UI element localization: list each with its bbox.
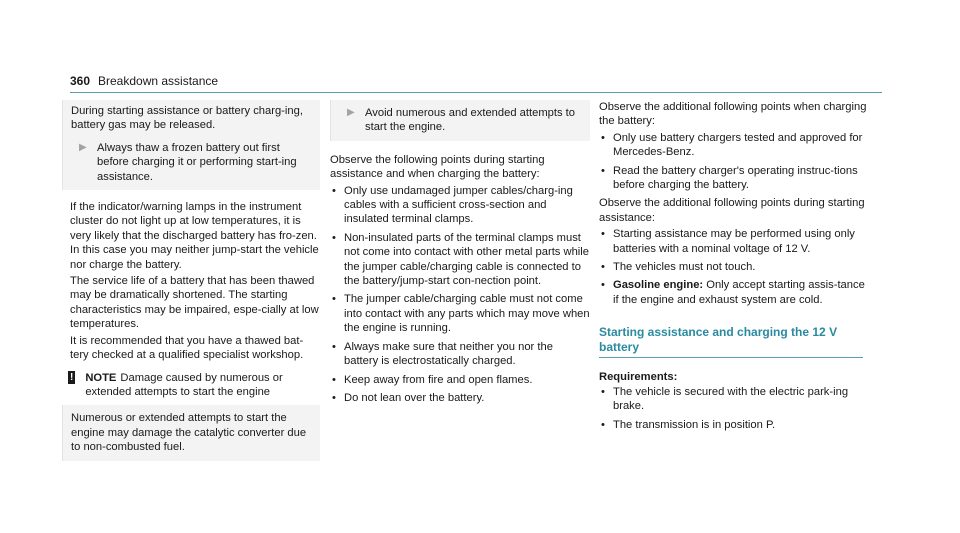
- paragraph: If the indicator/warning lamps in the instrument cluster do not light up at low temperatures, it is very likely that the discharged battery has fro-zen. In this case you may neither jump-start the vehicle nor charge the battery.: [70, 201, 319, 271]
- note-header: [62, 371, 320, 400]
- tip-text: Avoid numerous and extended attempts to start the engine.: [365, 107, 576, 134]
- note-body: Numerous or extended attempts to start the engine may damage the catalytic converter due to non-combusted fuel.: [62, 405, 320, 460]
- requirements-label: Requirements:: [599, 371, 678, 384]
- bullet-list: [599, 227, 869, 307]
- tip-box: [330, 100, 590, 141]
- list-item: • Starting assistance may be performed using only batteries with a nominal voltage of 12 V.: [599, 227, 869, 256]
- list-item: • Non-insulated parts of the terminal clamps must not come into contact with other metal parts while the jumper cable/charging cable is connected to the battery/jump-start con-nection point.: [330, 231, 590, 289]
- paragraph: Observe the additional following points when charging the battery:: [599, 101, 867, 128]
- list-item: • The vehicle is secured with the electric park-ing brake.: [599, 385, 869, 414]
- list-item: • The jumper cable/charging cable must not come into contact with any parts which may move when the engine is running.: [330, 292, 590, 335]
- paragraph: It is recommended that you have a thawed bat-tery checked at a qualified specialist workshop.: [70, 334, 304, 362]
- bullet-list: [599, 385, 869, 432]
- warning-intro: During starting assistance or battery charg-ing, battery gas may be released.: [71, 105, 303, 132]
- list-item: • Read the battery charger's operating instruc-tions before charging the battery.: [599, 164, 869, 193]
- list-item-bold: Gasoline engine:: [613, 279, 704, 292]
- list-item: • The vehicles must not touch.: [599, 260, 869, 274]
- tip-row: [339, 106, 582, 135]
- list-item: • Do not lean over the battery.: [330, 391, 590, 405]
- list-item: • Always make sure that neither you nor the battery is electrostatically charged.: [330, 340, 590, 369]
- section-title: Breakdown assistance: [98, 74, 219, 88]
- column-1: [62, 100, 320, 461]
- list-item-text: Only accept starting assis-tance if the engine and exhaust system are cold.: [613, 279, 865, 306]
- note-text: Damage caused by numerous or extended attempts to start the engine: [85, 371, 283, 398]
- list-item: • Only use battery chargers tested and approved for Mercedes-Benz.: [599, 131, 869, 160]
- section-heading: Starting assistance and charging the 12 V battery: [599, 325, 863, 358]
- bullet-list: [330, 184, 590, 406]
- column-3: [599, 100, 869, 436]
- paragraph: The service life of a battery that has been thawed may be dramatically shortened. The starting characteristics may be impaired, espe-cially at low temperatures.: [70, 275, 319, 331]
- exclamation-icon: !: [69, 371, 74, 383]
- column-2: [330, 100, 590, 409]
- warning-box: [62, 100, 320, 190]
- page-number: 360: [70, 74, 91, 88]
- list-item: [599, 278, 869, 307]
- paragraph: Observe the additional following points during starting assistance:: [599, 197, 865, 224]
- note-label: NOTE: [85, 371, 117, 384]
- tip-text: Always thaw a frozen battery out first before charging it or performing start-ing assistance.: [97, 141, 297, 183]
- bullet-list: [599, 131, 869, 193]
- arrow-right-icon: ▶: [79, 141, 87, 153]
- paragraph: Observe the following points during starting assistance and when charging the battery:: [330, 153, 545, 181]
- page-header: [70, 72, 882, 93]
- list-item: • The transmission is in position P.: [599, 418, 869, 432]
- list-item: • Keep away from fire and open flames.: [330, 373, 590, 387]
- arrow-right-icon: ▶: [347, 107, 355, 118]
- tip-row: [71, 141, 312, 184]
- list-item: • Only use undamaged jumper cables/charg-ing cables with a sufficient cross-section and insulated terminal clamps.: [330, 184, 590, 227]
